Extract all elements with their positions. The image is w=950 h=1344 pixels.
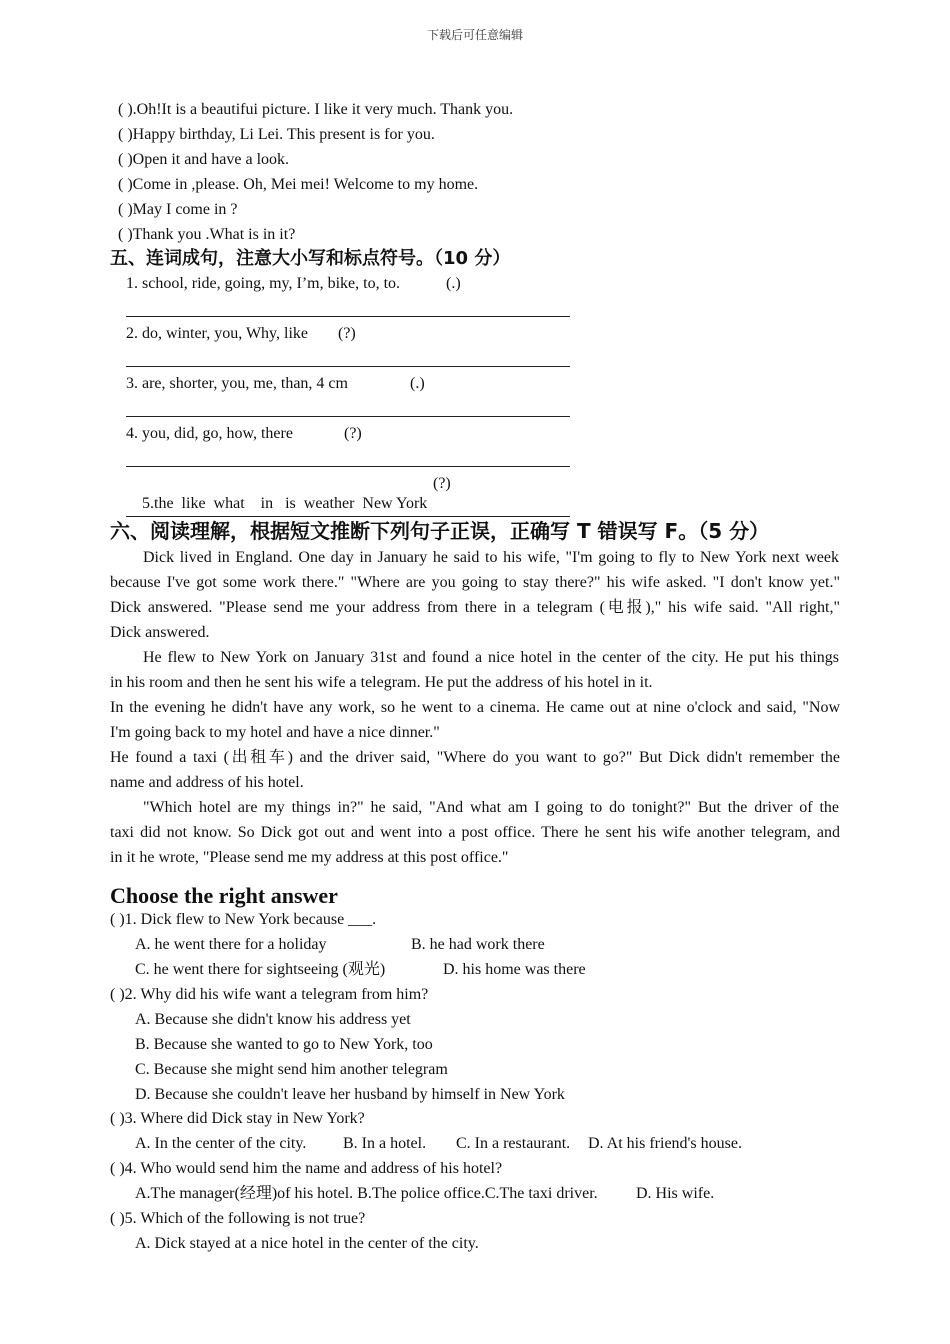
question-3: ( )3. Where did Dick stay in New York? bbox=[110, 1110, 365, 1127]
sentence-words: 3. are, shorter, you, me, than, 4 cm bbox=[126, 375, 348, 392]
dialogue-line: ( )Happy birthday, Li Lei. This present is for you. bbox=[118, 126, 435, 143]
sentence-item-1 bbox=[126, 274, 400, 294]
option-1b: B. he had work there bbox=[411, 936, 545, 953]
option-4d: D. His wife. bbox=[636, 1185, 715, 1202]
option-3c: C. In a restaurant. bbox=[456, 1135, 571, 1152]
sentence-punct-3: (.) bbox=[410, 375, 425, 392]
answer-line[interactable] bbox=[126, 466, 570, 467]
passage-line: name and address of his hotel. bbox=[110, 774, 304, 791]
dialogue-line: ( )May I come in ? bbox=[118, 201, 238, 218]
option-3d: D. At his friend's house. bbox=[588, 1135, 742, 1152]
option-2a: A. Because she didn't know his address yet bbox=[135, 1011, 411, 1028]
option-1d: D. his home was there bbox=[443, 961, 586, 978]
dialogue-line: ( )Come in ,please. Oh, Mei mei! Welcome to my home. bbox=[118, 176, 479, 193]
answer-line[interactable] bbox=[126, 366, 570, 367]
sentence-punct-5: (?) bbox=[433, 475, 451, 492]
sentence-item-3 bbox=[126, 374, 348, 394]
dialogue-line: ( )Open it and have a look. bbox=[118, 151, 290, 168]
question-2: ( )2. Why did his wife want a telegram from him? bbox=[110, 986, 429, 1003]
dialogue-line: ( ).Oh!It is a beautifui picture. I like it very much. Thank you. bbox=[118, 101, 514, 118]
option-3b: B. In a hotel. bbox=[343, 1135, 427, 1152]
sentence-words: 4. you, did, go, how, there bbox=[126, 425, 293, 442]
passage-line: Dick answered. "Please send me your address from there in a telegram (电报)," his wife said. "All right," bbox=[110, 599, 840, 616]
option-4abc: A.The manager(经理)of his hotel. B.The police office.C.The taxi driver. bbox=[135, 1185, 598, 1202]
passage-line: taxi did not know. So Dick got out and went into a post office. There he sent his wife another telegram, and bbox=[110, 824, 840, 841]
dialogue-line: ( )Thank you .What is in it? bbox=[118, 226, 296, 243]
option-2c: C. Because she might send him another telegram bbox=[135, 1061, 448, 1078]
option-1c: C. he went there for sightseeing (观光) bbox=[135, 961, 386, 978]
question-5: ( )5. Which of the following is not true? bbox=[110, 1210, 366, 1227]
answer-line[interactable] bbox=[126, 516, 570, 517]
choose-title: Choose the right answer bbox=[110, 883, 338, 908]
passage-line: in his room and then he sent his wife a telegram. He put the address of his hotel in it. bbox=[110, 674, 653, 691]
section-6-title: 六、阅读理解，根据短文推断下列句子正误，正确写 T 错误写 F。（5 分） bbox=[110, 519, 770, 543]
sentence-item-4 bbox=[126, 424, 293, 444]
passage-line: "Which hotel are my things in?" he said, "And what am I going to do tonight?" But the driver of the bbox=[143, 799, 839, 816]
option-2d: D. Because she couldn't leave her husband by himself in New York bbox=[135, 1086, 565, 1103]
sentence-words: 5.the like what in is weather New York bbox=[142, 495, 428, 512]
sentence-punct-2: (?) bbox=[338, 325, 356, 342]
passage-line: in it he wrote, "Please send me my address at this post office." bbox=[110, 849, 509, 866]
passage-line: He flew to New York on January 31st and found a nice hotel in the center of the city. He put his things bbox=[143, 649, 839, 666]
passage-line: He found a taxi (出租车) and the driver said, "Where do you want to go?" But Dick didn't remember the bbox=[110, 749, 840, 766]
question-1: ( )1. Dick flew to New York because ___. bbox=[110, 911, 377, 928]
answer-line[interactable] bbox=[126, 416, 570, 417]
sentence-punct-1: (.) bbox=[446, 275, 461, 292]
passage-line: Dick lived in England. One day in January he said to his wife, "I'm going to fly to New York next week bbox=[143, 549, 839, 566]
option-3a: A. In the center of the city. bbox=[135, 1135, 307, 1152]
option-2b: B. Because she wanted to go to New York, too bbox=[135, 1036, 433, 1053]
passage-line: In the evening he didn't have any work, so he went to a cinema. He came out at nine o'clock and said, "Now bbox=[110, 699, 840, 716]
answer-line[interactable] bbox=[126, 316, 570, 317]
question-4: ( )4. Who would send him the name and address of his hotel? bbox=[110, 1160, 503, 1177]
sentence-words: 1. school, ride, going, my, I’m, bike, to, to. bbox=[126, 275, 401, 292]
passage-line: Dick answered. bbox=[110, 624, 210, 641]
section-5-title: 五、连词成句，注意大小写和标点符号。（10 分） bbox=[110, 248, 511, 269]
passage-line: because I've got some work there." "Where are you going to stay there?" his wife asked. "I don't know yet." bbox=[110, 574, 840, 591]
passage-line: I'm going back to my hotel and have a nice dinner." bbox=[110, 724, 440, 741]
option-5a: A. Dick stayed at a nice hotel in the center of the city. bbox=[135, 1235, 479, 1252]
sentence-item-2 bbox=[126, 324, 308, 344]
sentence-punct-4: (?) bbox=[344, 425, 362, 442]
option-1a: A. he went there for a holiday bbox=[135, 936, 327, 953]
sentence-words: 2. do, winter, you, Why, like bbox=[126, 325, 308, 342]
page-header: 下载后可任意编辑 bbox=[426, 28, 523, 42]
